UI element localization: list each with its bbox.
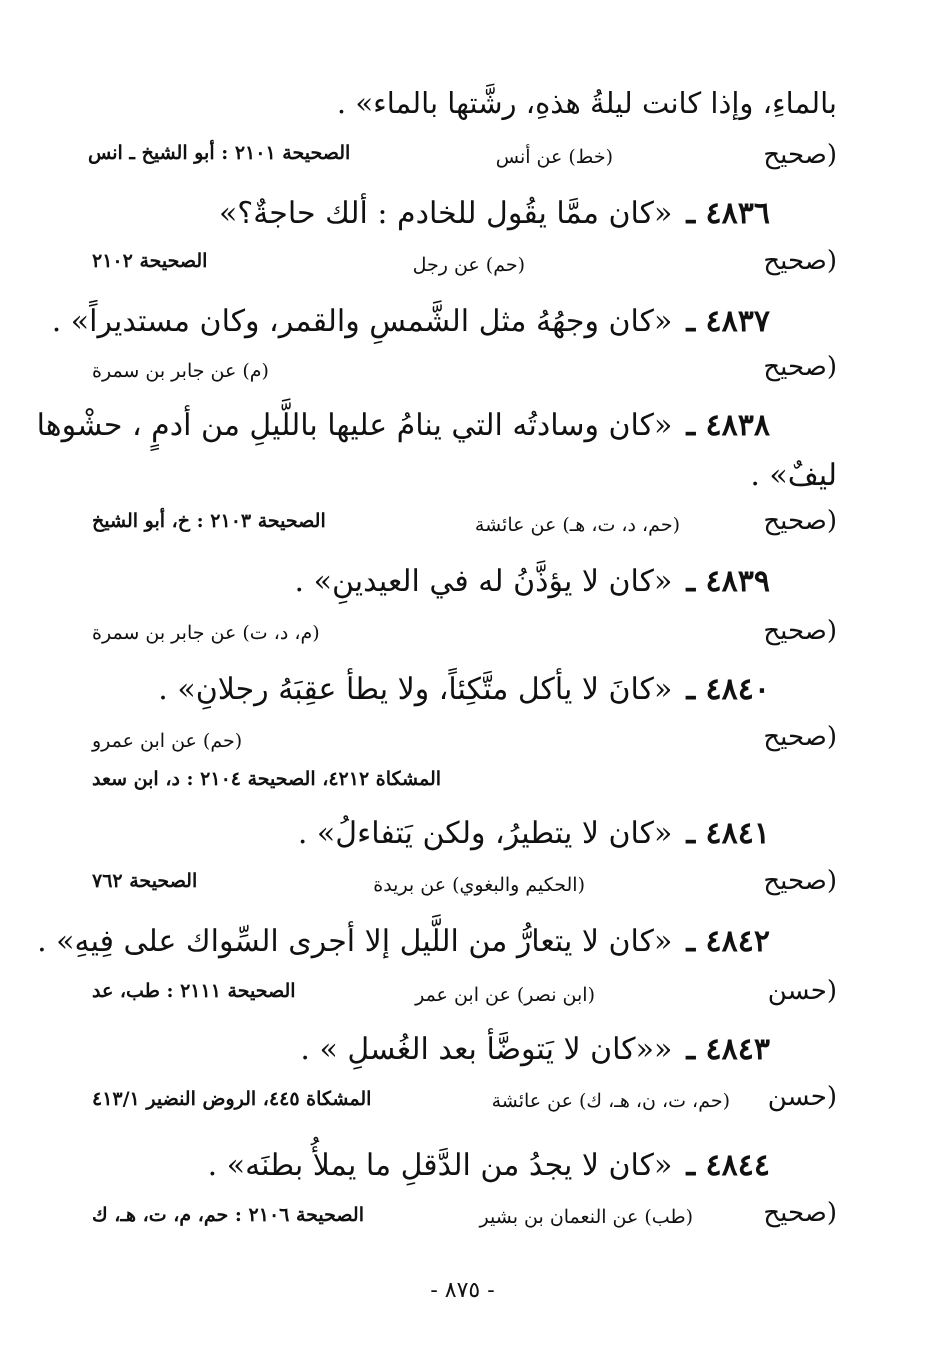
grade-label: (صحيح — [763, 246, 837, 276]
source-label: (ابن نصر) عن ابن عمر — [415, 984, 595, 1006]
hadith-4837 — [52, 304, 770, 339]
hadith-text: ««كان لا يَتوضَّأ بعد الغُسلِ » . — [300, 1032, 673, 1067]
source-label: (حم، ت، ن، هـ، ك) عن عائشة — [491, 1090, 730, 1112]
hadith-text: «كان وجهُهُ مثل الشَّمسِ والقمر، وكان مستديراً» . — [51, 304, 673, 339]
hadith-4836 — [219, 196, 770, 231]
grade-label: (صحيح — [763, 506, 837, 536]
reference-label: المشكاة ٤٤٥، الروض النضير ٤١٣/١ — [92, 1088, 372, 1110]
source-label: (خط) عن أنس — [495, 146, 613, 168]
hadith-text: «كانَ لا يأكل متَّكِئاً، ولا يطأ عقِبَهُ رجلانِ» . — [158, 672, 673, 707]
hadith-number: ٤٨٤٢ ـ — [686, 924, 770, 959]
hadith-4844 — [208, 1148, 770, 1183]
hadith-text: «كان لا يتعارُّ من اللَّيل إلا أجرى السِّواك على فِيهِ» . — [37, 924, 673, 959]
hadith-number: ٤٨٣٩ ـ — [686, 564, 770, 599]
continuation-text: بالماءِ، وإذا كانت ليلةُ هذهِ، رشَّتها بالماء» . — [336, 86, 837, 120]
page-number: - ٨٧٥ - — [430, 1278, 495, 1303]
grade-label: (صحيح — [763, 616, 837, 646]
hadith-4843 — [300, 1032, 770, 1067]
hadith-4839 — [295, 564, 770, 599]
source-label: (الحكيم والبغوي) عن بريدة — [373, 874, 585, 896]
hadith-text: «كان ممَّا يقُول للخادم : ألك حاجةٌ؟» — [218, 196, 673, 231]
grade-label: (صحيح — [763, 352, 837, 382]
hadith-4842 — [37, 924, 770, 959]
hadith-text-continuation: ليفٌ» . — [750, 458, 837, 493]
hadith-number: ٤٨٤٠ ـ — [686, 672, 770, 707]
grade-label: (صحيح — [763, 722, 837, 752]
reference-label: الصحيحة ٧٦٢ — [92, 870, 198, 892]
grade-label: (صحيح — [763, 140, 837, 170]
hadith-number: ٤٨٣٧ ـ — [686, 304, 770, 339]
source-label: (حم) عن رجل — [412, 254, 525, 276]
hadith-number: ٤٨٣٨ ـ — [686, 408, 770, 443]
source-label: (م، د، ت) عن جابر بن سمرة — [92, 622, 320, 644]
grade-label: (حسن — [767, 1082, 837, 1112]
grade-label: (حسن — [767, 976, 837, 1006]
reference-label: الصحيحة ٢١٠٦ : حم، م، ت، هـ، ك — [92, 1204, 364, 1226]
source-label: (حم، د، ت، هـ) عن عائشة — [474, 514, 680, 536]
hadith-number: ٤٨٣٦ ـ — [686, 196, 770, 231]
reference-label: الصحيحة ٢١٠٣ : خ، أبو الشيخ — [92, 510, 326, 532]
hadith-text: «كان لا يؤذَّنُ له في العيدينِ» . — [294, 564, 673, 599]
hadith-number: ٤٨٤٣ ـ — [686, 1032, 770, 1067]
hadith-text: «كان لا يجدُ من الدَّقلِ ما يملأُ بطنَه» . — [207, 1148, 673, 1183]
grade-label: (صحيح — [763, 866, 837, 896]
reference-label: الصحيحة ٢١١١ : طب، عد — [92, 980, 296, 1002]
source-label: (حم) عن ابن عمرو — [92, 730, 243, 752]
reference-label: الصحيحة ٢١٠٢ — [92, 250, 208, 272]
hadith-4838 — [37, 408, 770, 443]
hadith-number: ٤٨٤١ ـ — [686, 816, 770, 851]
hadith-text: «كان وسادتُه التي ينامُ عليها باللَّيلِ من أدمٍ ، حشْوها — [36, 408, 673, 443]
reference-label: الصحيحة ٢١٠١ : أبو الشيخ ـ انس — [88, 142, 351, 164]
hadith-4841 — [298, 816, 770, 851]
hadith-number: ٤٨٤٤ ـ — [686, 1148, 770, 1183]
hadith-text: «كان لا يتطيرُ، ولكن يَتفاءلُ» . — [297, 816, 673, 851]
reference-label: المشكاة ٤٢١٢، الصحيحة ٢١٠٤ : د، ابن سعد — [92, 768, 442, 790]
hadith-4840 — [158, 672, 770, 707]
source-label: (طب) عن النعمان بن بشير — [479, 1206, 693, 1228]
grade-label: (صحيح — [763, 1198, 837, 1228]
source-label: (م) عن جابر بن سمرة — [92, 360, 269, 382]
